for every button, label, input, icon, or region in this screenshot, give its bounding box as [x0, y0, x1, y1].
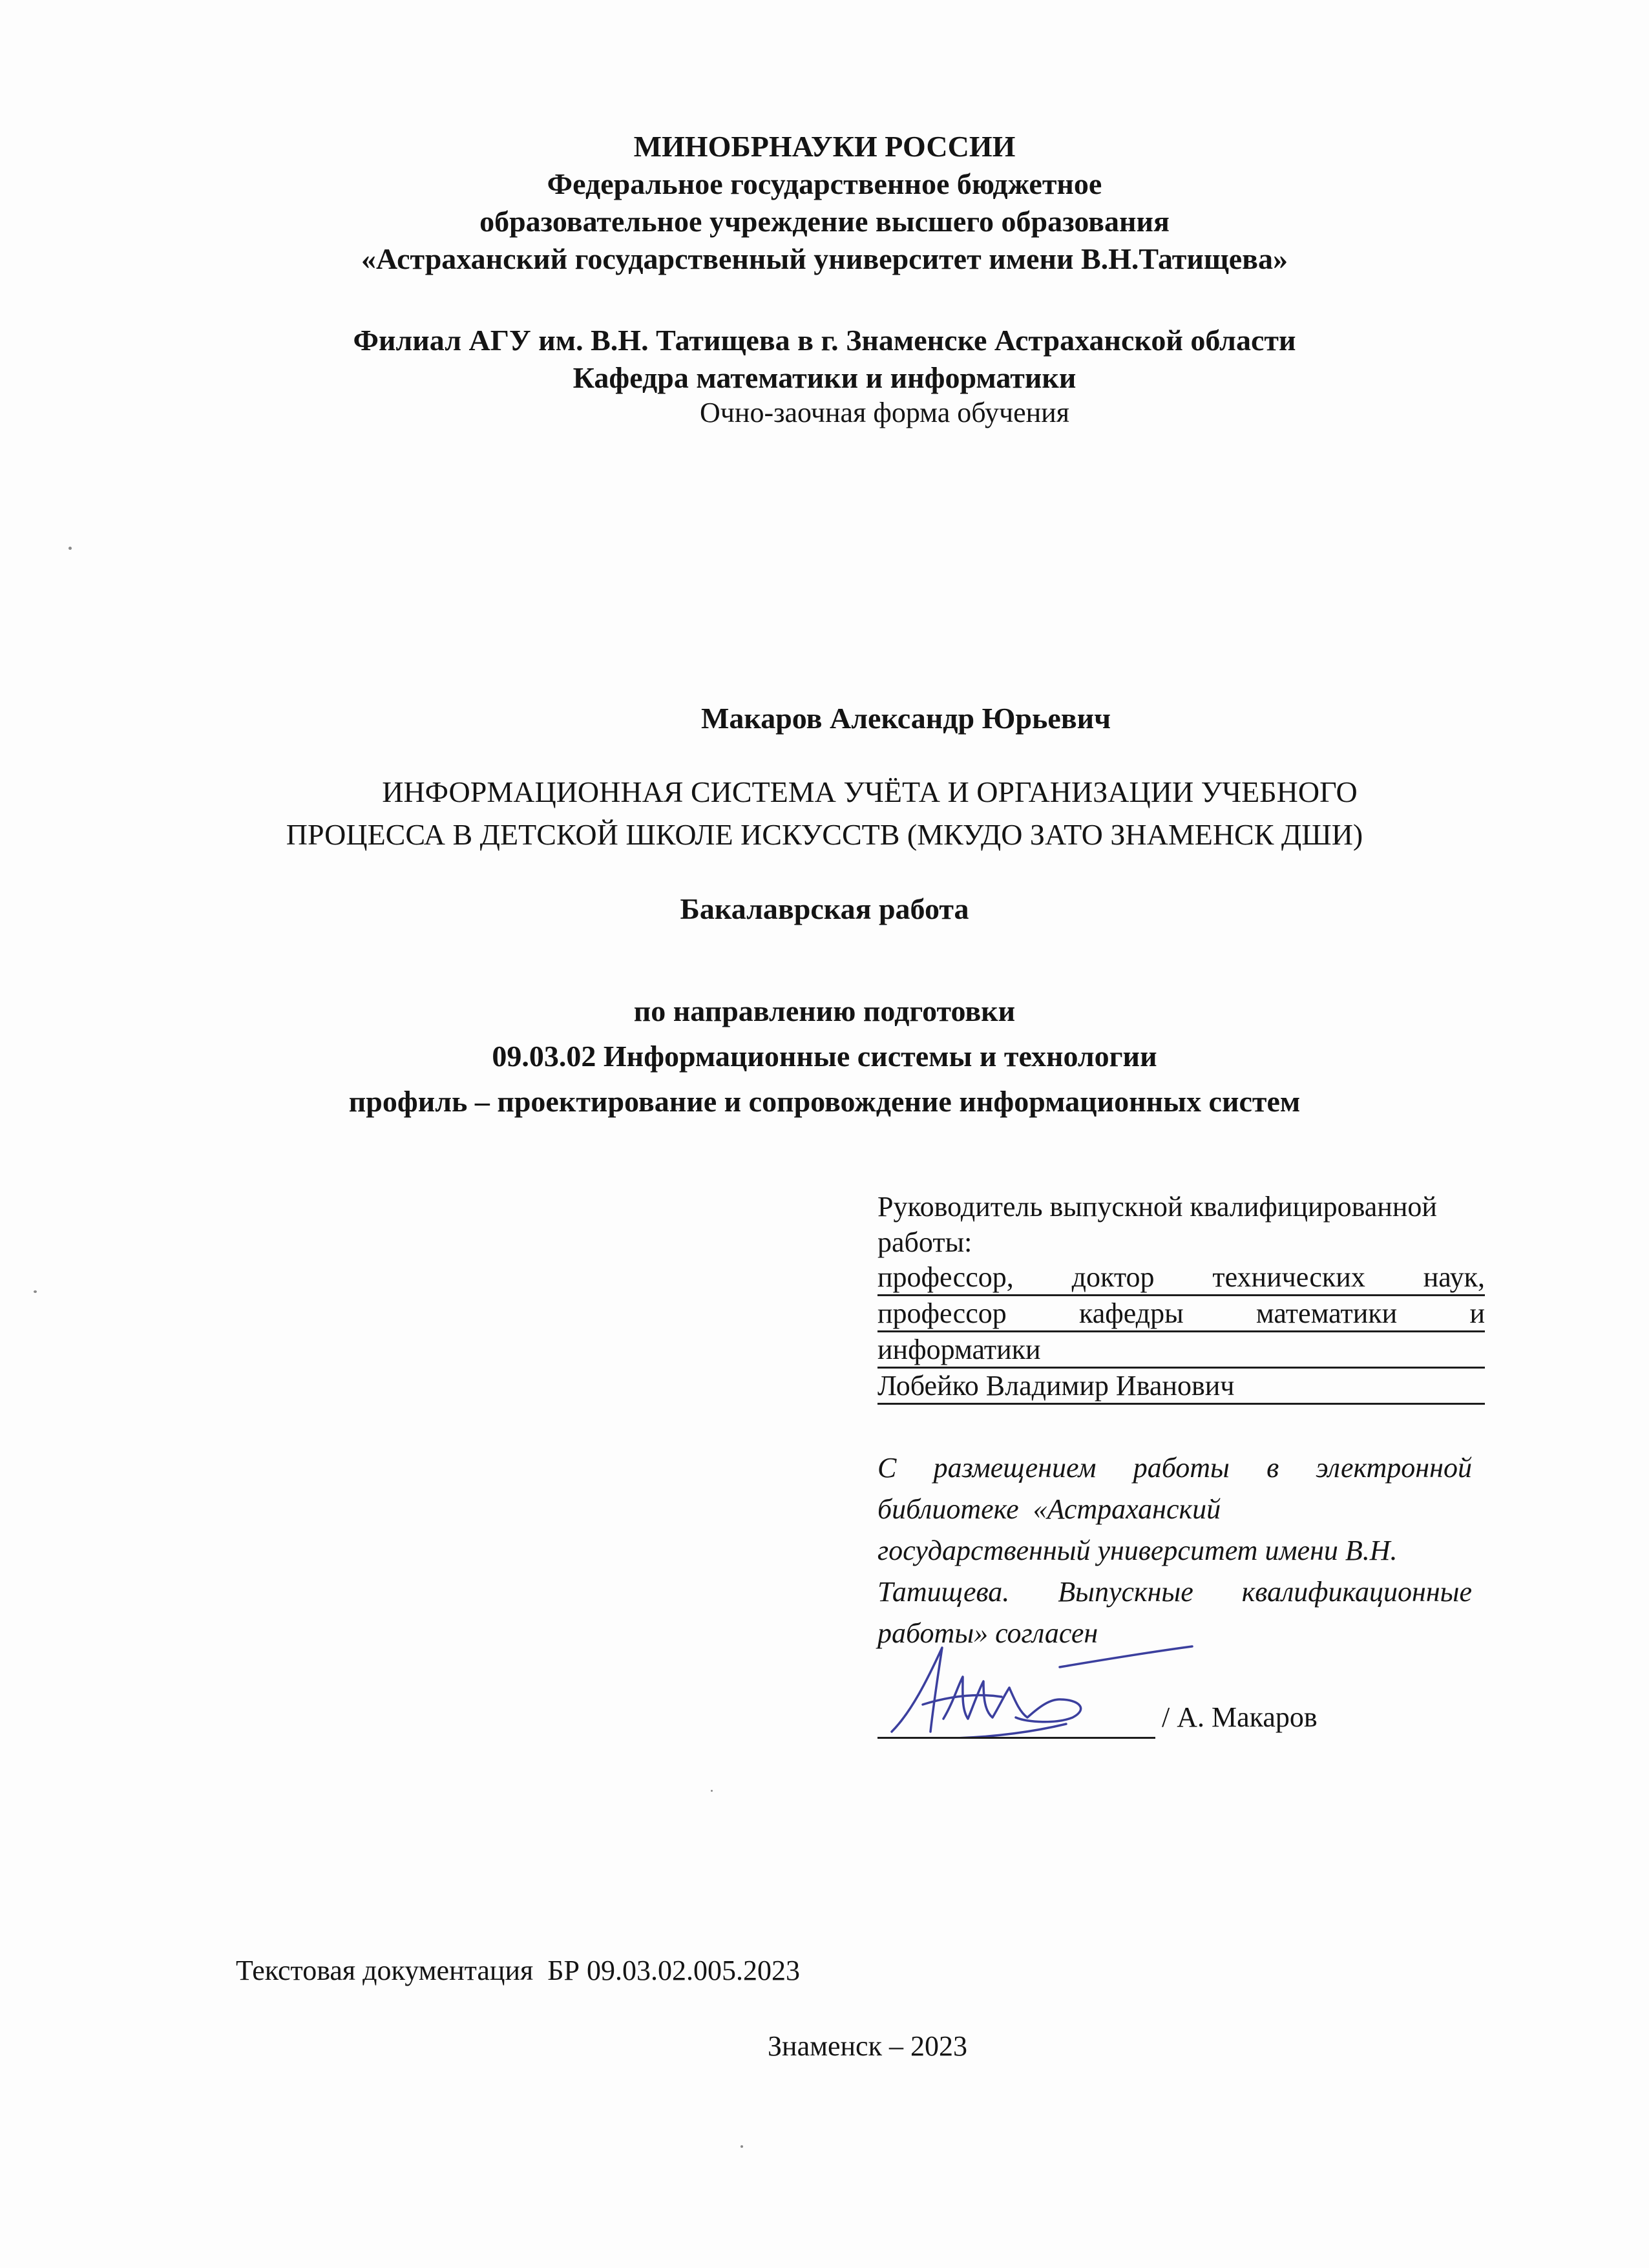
institution-line-1: Федеральное государственное бюджетное [547, 167, 1102, 200]
consent-line-2: библиотеке «Астраханский [877, 1493, 1221, 1525]
supervisor-block [877, 1189, 1485, 1405]
consent-word: работы [1133, 1452, 1230, 1484]
work-type: Бакалаврская работа [680, 892, 969, 925]
supervisor-title-word: профессор [877, 1297, 1007, 1329]
signature-mark [866, 1641, 1202, 1738]
ministry-name: МИНОБРНАУКИ РОССИИ [633, 130, 1016, 163]
consent-word: квалификационные [1241, 1576, 1472, 1608]
department-name: Кафедра математики и информатики [572, 361, 1077, 394]
consent-block [877, 1447, 1472, 1654]
supervisor-name-line [877, 1369, 1485, 1405]
consent-word: Выпускные [1058, 1576, 1193, 1608]
supervisor-name: Лобейко Владимир Иванович [877, 1370, 1235, 1402]
branch-name: Филиал АГУ им. В.Н. Татищева в г. Знаменске Астраханской области [353, 324, 1296, 357]
supervisor-title-word: и [1469, 1297, 1485, 1329]
consent-word: электронной [1316, 1452, 1472, 1484]
scan-speck [740, 2145, 743, 2148]
signatory-name: / А. Макаров [1162, 1701, 1318, 1733]
supervisor-title-line-1 [877, 1260, 1485, 1296]
scan-speck [68, 547, 72, 550]
direction-code: 09.03.02 Информационные системы и технологии [492, 1040, 1157, 1073]
consent-line-4 [877, 1571, 1472, 1613]
supervisor-label-line-2: работы: [877, 1226, 972, 1258]
consent-word: размещением [933, 1452, 1097, 1484]
supervisor-title-word: информатики [877, 1334, 1041, 1365]
direction-line-1: по направлению подготовки [633, 994, 1016, 1027]
supervisor-title-word: профессор, [877, 1261, 1014, 1293]
supervisor-title-word: кафедры [1078, 1297, 1184, 1329]
signature-line [877, 1737, 1155, 1739]
thesis-title-line-1: ИНФОРМАЦИОННАЯ СИСТЕМА УЧЁТА И ОРГАНИЗАЦИИ УЧЕБНОГО [382, 775, 1358, 808]
supervisor-title-word: доктор [1071, 1261, 1155, 1293]
supervisor-title-word: технических [1212, 1261, 1365, 1293]
header-block [0, 128, 1649, 278]
consent-word: Татищева. [877, 1576, 1010, 1608]
consent-line-3: государственный университет имени В.Н. [877, 1535, 1398, 1566]
consent-line-5: работы» согласен [877, 1617, 1098, 1649]
author-name: Макаров Александр Юрьевич [701, 702, 1111, 735]
branch-block [0, 322, 1649, 397]
supervisor-title-line-3 [877, 1332, 1485, 1369]
study-form: Очно-заочная форма обучения [700, 397, 1069, 428]
scan-speck [34, 1290, 37, 1293]
consent-word: С [877, 1452, 897, 1484]
consent-word: в [1266, 1452, 1279, 1484]
direction-profile: профиль – проектирование и сопровождение информационных систем [348, 1085, 1301, 1118]
institution-line-2: образовательное учреждение высшего образования [479, 205, 1170, 238]
supervisor-title-word: математики [1255, 1297, 1398, 1329]
supervisor-title-line-2 [877, 1296, 1485, 1332]
thesis-title-line-2: ПРОЦЕССА В ДЕТСКОЙ ШКОЛЕ ИСКУССТВ (МКУДО ЗАТО ЗНАМЕНСК ДШИ) [286, 818, 1363, 851]
thesis-title [0, 771, 1649, 856]
university-name: «Астраханский государственный университет имени В.Н.Татищева» [361, 242, 1288, 275]
supervisor-title-word: наук, [1423, 1261, 1485, 1293]
supervisor-label-line-1: Руководитель выпускной квалифицированной [877, 1191, 1437, 1223]
document-code: Текстовая документация БР 09.03.02.005.2023 [236, 1955, 800, 1986]
direction-block [0, 989, 1649, 1124]
consent-line-1 [877, 1447, 1472, 1489]
scan-speck [711, 1790, 713, 1792]
city-year: Знаменск – 2023 [768, 2030, 967, 2062]
